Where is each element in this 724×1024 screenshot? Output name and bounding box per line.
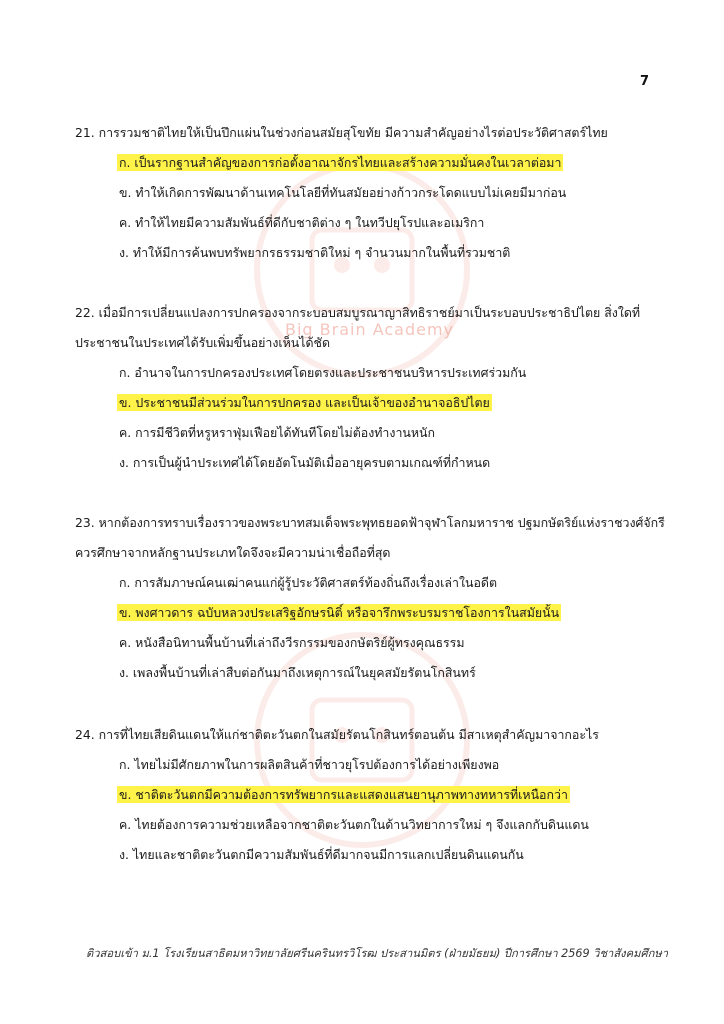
question-23 <box>75 508 675 688</box>
option-d[interactable] <box>75 238 675 268</box>
option-text: ก. ไทยไม่มีศักยภาพในการผลิตสินค้าที่ชาวยุโรปต้องการได้อย่างเพียงพอ <box>119 757 500 772</box>
page-number: 7 <box>640 74 650 89</box>
question-stem: 24. การที่ไทยเสียดินแดนให้แก่ชาติตะวันตกในสมัยรัตนโกสินทร์ตอนต้น มีสาเหตุสำคัญมาจากอะไร <box>75 727 599 742</box>
option-a[interactable] <box>75 568 675 598</box>
option-c[interactable] <box>75 418 675 448</box>
option-text: ค. การมีชีวิตที่หรูหราฟุ่มเฟือยได้ทันทีโดยไม่ต้องทำงานหนัก <box>119 425 436 440</box>
option-b[interactable] <box>75 178 675 208</box>
option-d[interactable] <box>75 658 675 688</box>
option-text: ข. ทำให้เกิดการพัฒนาด้านเทคโนโลยีที่ทันสมัยอย่างก้าวกระโดดแบบไม่เคยมีมาก่อน <box>119 185 567 200</box>
option-text: ค. ไทยต้องการความช่วยเหลือจากชาติตะวันตกในด้านวิทยาการใหม่ ๆ จึงแลกกับดินแดน <box>119 817 589 832</box>
option-d[interactable] <box>75 840 675 870</box>
option-text: ง. เพลงพื้นบ้านที่เล่าสืบต่อกันมาถึงเหตุการณ์ในยุคสมัยรัตนโกสินทร์ <box>119 665 476 680</box>
option-a[interactable] <box>75 358 675 388</box>
question-stem: 21. การรวมชาติไทยให้เป็นปึกแผ่นในช่วงก่อนสมัยสุโขทัย มีความสำคัญอย่างไรต่อประวัติศาสตร์ไทย <box>75 125 608 140</box>
option-text: ข. ชาติตะวันตกมีความต้องการทรัพยากรและแสดงแสนยานุภาพทางทหารที่เหนือกว่า <box>119 787 568 802</box>
option-b[interactable] <box>75 598 675 628</box>
option-text: ก. เป็นรากฐานสำคัญของการก่อตั้งอาณาจักรไทยและสร้างความมั่นคงในเวลาต่อมา <box>119 155 562 170</box>
question-stem: 22. เมื่อมีการเปลี่ยนแปลงการปกครองจากระบอบสมบูรณาญาสิทธิราชย์มาเป็นระบอบประชาธิปไตย สิ่งใดที่ <box>75 305 641 320</box>
option-text: ข. ประชาชนมีส่วนร่วมในการปกครอง และเป็นเจ้าของอำนาจอธิปไตย <box>119 395 490 410</box>
question-24 <box>75 720 675 870</box>
page-footer: ติวสอบเข้า ม.1 โรงเรียนสาธิตมหาวิทยาลัยศรีนครินทรวิโรฒ ประสานมิตร (ฝ่ายมัธยม) ปีการศึกษา 2569 วิชาสังคมศึกษา <box>86 947 669 960</box>
option-a[interactable] <box>75 148 675 178</box>
option-text: ก. อำนาจในการปกครองประเทศโดยตรงและประชาชนบริหารประเทศร่วมกัน <box>119 365 527 380</box>
option-text: ข. พงศาวดาร ฉบับหลวงประเสริฐอักษรนิติ์ หรือจารึกพระบรมราชโองการในสมัยนั้น <box>119 605 560 620</box>
option-c[interactable] <box>75 628 675 658</box>
option-text: ก. การสัมภาษณ์คนเฒ่าคนแก่ผู้รู้ประวัติศาสตร์ท้องถิ่นถึงเรื่องเล่าในอดีต <box>119 575 497 590</box>
watermark-label: Big Brain Academy <box>285 320 455 339</box>
question-stem-continued: ควรศึกษาจากหลักฐานประเภทใดจึงจะมีความน่าเชื่อถือที่สุด <box>75 545 391 560</box>
question-21 <box>75 118 675 268</box>
option-text: ง. การเป็นผู้นำประเทศได้โดยอัตโนมัติเมื่ออายุครบตามเกณฑ์ที่กำหนด <box>119 455 491 470</box>
question-stem-continued: ประชาชนในประเทศได้รับเพิ่มขึ้นอย่างเห็นได้ชัด <box>75 335 331 350</box>
question-stem: 23. หากต้องการทราบเรื่องราวของพระบาทสมเด็จพระพุทธยอดฟ้าจุฬาโลกมหาราช ปฐมกษัตริย์แห่งราชวงศ์จักรี <box>75 515 665 530</box>
option-c[interactable] <box>75 208 675 238</box>
option-d[interactable] <box>75 448 675 478</box>
option-a[interactable] <box>75 750 675 780</box>
option-b[interactable] <box>75 388 675 418</box>
option-text: ค. หนังสือนิทานพื้นบ้านที่เล่าถึงวีรกรรมของกษัตริย์ผู้ทรงคุณธรรม <box>119 635 465 650</box>
option-c[interactable] <box>75 810 675 840</box>
option-text: ง. ไทยและชาติตะวันตกมีความสัมพันธ์ที่ดีมากจนมีการแลกเปลี่ยนดินแดนกัน <box>119 847 524 862</box>
question-22 <box>75 298 675 478</box>
option-b[interactable] <box>75 780 675 810</box>
option-text: ง. ทำให้มีการค้นพบทรัพยากรธรรมชาติใหม่ ๆ จำนวนมากในพื้นที่รวมชาติ <box>119 245 511 260</box>
option-text: ค. ทำให้ไทยมีความสัมพันธ์ที่ดีกับชาติต่าง ๆ ในทวีปยุโรปและอเมริกา <box>119 215 485 230</box>
